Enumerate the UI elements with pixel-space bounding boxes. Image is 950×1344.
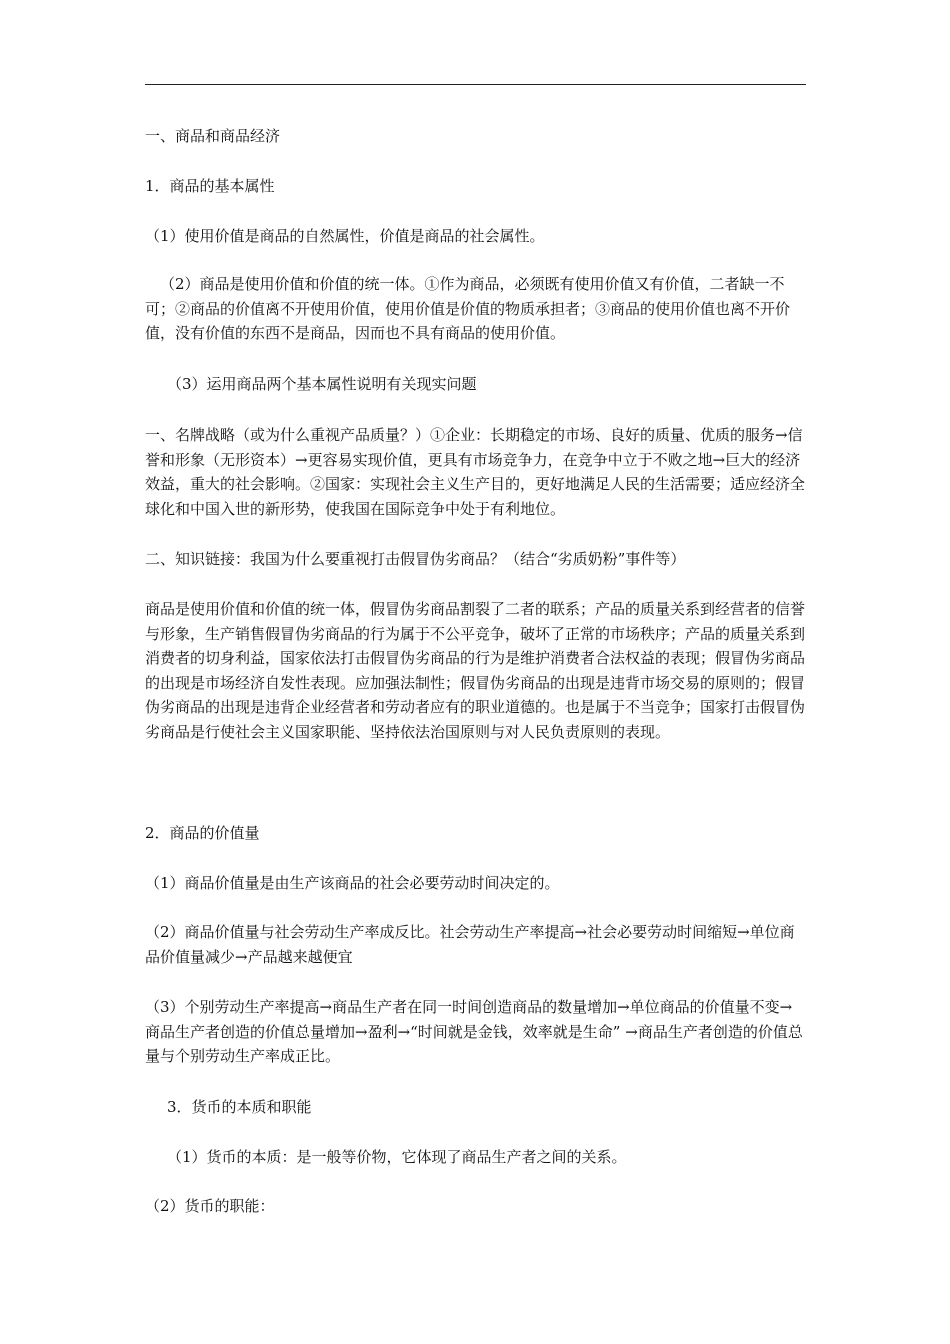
paragraph: （2）货币的职能： <box>145 1197 275 1215</box>
subsection-heading: 2．商品的价值量 <box>145 824 260 842</box>
subsection-heading: 3．货币的本质和职能 <box>167 1098 312 1116</box>
header-rule <box>145 84 806 85</box>
paragraph: （2）商品是使用价值和价值的统一体。①作为商品，必须既有使用价值又有价值，二者缺一不可；②商品的价值离不开使用价值，使用价值是价值的物质承担者；③商品的使用价值也离不开价值，没有价值的东西不是商品，因而也不具有商品的使用价值。 <box>145 275 791 342</box>
paragraph: （2）商品价值量与社会劳动生产率成反比。社会劳动生产率提高→社会必要劳动时间缩短→单位商品价值量减少→产品越来越便宜 <box>145 923 795 966</box>
paragraph: 二、知识链接：我国为什么要重视打击假冒伪劣商品？（结合“劣质奶粉”事件等） <box>145 550 686 568</box>
paragraph: （1）使用价值是商品的自然属性，价值是商品的社会属性。 <box>145 227 545 245</box>
section-heading: 一、商品和商品经济 <box>145 127 281 145</box>
paragraph: （1）货币的本质：是一般等价物，它体现了商品生产者之间的关系。 <box>167 1148 627 1166</box>
paragraph: （3）个别劳动生产率提高→商品生产者在同一时间创造商品的数量增加→单位商品的价值量不变→商品生产者创造的价值总量增加→盈利→“时间就是金钱，效率就是生命” →商品生产者创造的价值总量与个别劳动生产率成正比。 <box>145 998 803 1065</box>
paragraph: 商品是使用价值和价值的统一体，假冒伪劣商品割裂了二者的联系；产品的质量关系到经营者的信誉与形象，生产销售假冒伪劣商品的行为属于不公平竞争，破坏了正常的市场秩序；产品的质量关系到消费者的切身利益，国家依法打击假冒伪劣商品的行为是维护消费者合法权益的表现；假冒伪劣商品的出现是市场经济自发性表现。应加强法制性；假冒伪劣商品的出现是违背市场交易的原则的；假冒伪劣商品的出现是违背企业经营者和劳动者应有的职业道德的。也是属于不当竞争；国家打击假冒伪劣商品是行使社会主义国家职能、坚持依法治国原则与对人民负责原则的表现。 <box>145 600 806 741</box>
paragraph: （3）运用商品两个基本属性说明有关现实问题 <box>167 375 477 393</box>
paragraph: （1）商品价值量是由生产该商品的社会必要劳动时间决定的。 <box>145 874 560 892</box>
subsection-heading: 1．商品的基本属性 <box>145 177 275 195</box>
paragraph: 一、名牌战略（或为什么重视产品质量？）①企业：长期稳定的市场、良好的质量、优质的服务→信誉和形象（无形资本）→更容易实现价值，更具有市场竞争力，在竞争中立于不败之地→巨大的经济效益，重大的社会影响。②国家：实现社会主义生产目的，更好地满足人民的生活需要；适应经济全球化和中国入世的新形势，使我国在国际竞争中处于有利地位。 <box>145 426 806 518</box>
